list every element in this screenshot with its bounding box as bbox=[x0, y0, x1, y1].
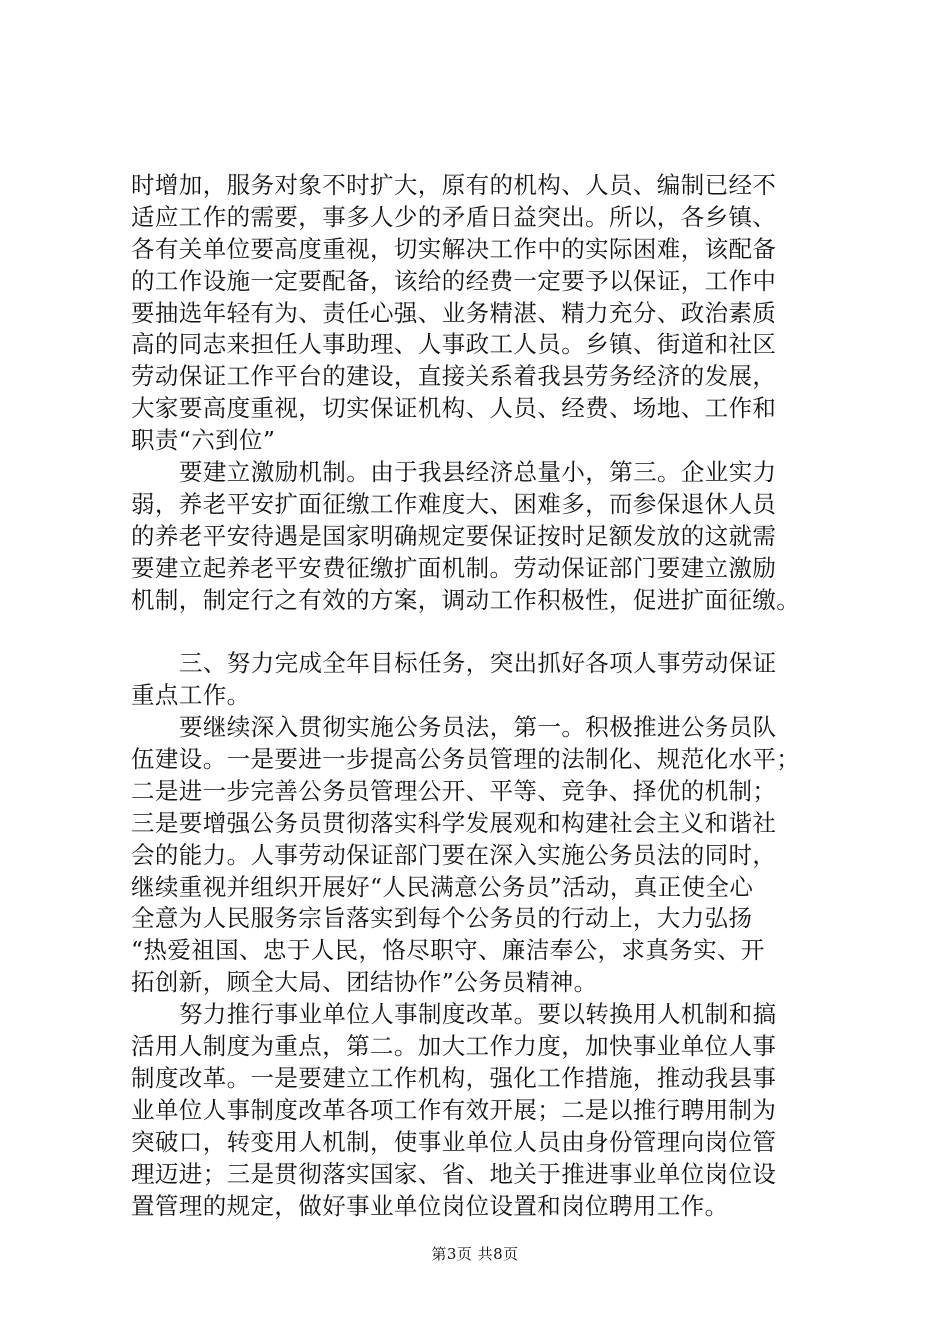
text-line: 二是进一步完善公务员管理公开、平等、竞争、择优的机制； bbox=[131, 776, 777, 805]
text-line: 理迈进；三是贯彻落实国家、省、地关于推进事业单位岗位设 bbox=[131, 1159, 777, 1188]
text-line: 要建立起养老平安费征缴扩面机制。劳动保证部门要建立激励 bbox=[131, 553, 777, 582]
text-line: 活用人制度为重点，第二。加大工作力度，加快事业单位人事 bbox=[131, 1032, 777, 1061]
text-line: 业单位人事制度改革各项工作有效开展；二是以推行聘用制为 bbox=[131, 1095, 777, 1124]
text-line: 三是要增强公务员贯彻落实科学发展观和构建社会主义和谐社 bbox=[131, 808, 777, 837]
text-line: 劳动保证工作平台的建设，直接关系着我县劳务经济的发展， bbox=[131, 362, 777, 391]
text-line: 突破口，转变用人机制，使事业单位人员由身份管理向岗位管 bbox=[131, 1127, 777, 1156]
text-line: 时增加，服务对象不时扩大，原有的机构、人员、编制已经不 bbox=[131, 171, 777, 199]
blank-line bbox=[131, 616, 851, 648]
section-heading-continued: 重点工作。 bbox=[131, 681, 251, 710]
paragraph-first-line: 要建立激励机制。由于我县经济总量小，第三。企业实力 bbox=[179, 458, 777, 487]
text-line: 伍建设。一是要进一步提高公务员管理的法制化、规范化水平； bbox=[131, 745, 801, 774]
text-line: 要抽选年轻有为、责任心强、业务精湛、精力充分、政治素质 bbox=[131, 298, 777, 327]
text-line: 大家要高度重视，切实保证机构、人员、经费、场地、工作和 bbox=[131, 394, 777, 423]
text-line: 适应工作的需要，事多人少的矛盾日益突出。所以，各乡镇、 bbox=[131, 202, 777, 231]
body-text bbox=[131, 170, 851, 1222]
text-line: 会的能力。人事劳动保证部门要在深入实施公务员法的同时， bbox=[131, 840, 777, 869]
page-number-footer: 第3页 共8页 bbox=[431, 1245, 519, 1263]
text-line: 置管理的规定，做好事业单位岗位设置和岗位聘用工作。 bbox=[131, 1191, 729, 1220]
text-line: 继续重视并组织开展好“人民满意公务员”活动，真正使全心 bbox=[131, 872, 754, 901]
text-line: 拓创新，顾全大局、团结协作”公务员精神。 bbox=[131, 968, 598, 997]
text-line: 机制，制定行之有效的方案，调动工作积极性，促进扩面征缴。 bbox=[131, 585, 801, 614]
text-line: “热爱祖国、忠于人民，恪尽职守、廉洁奉公，求真务实、开 bbox=[131, 936, 765, 965]
section-heading: 三、努力完成全年目标任务，突出抓好各项人事劳动保证 bbox=[179, 649, 777, 678]
text-line: 弱，养老平安扩面征缴工作难度大、困难多，而参保退休人员 bbox=[131, 489, 777, 518]
text-line: 的工作设施一定要配备，该给的经费一定要予以保证，工作中 bbox=[131, 266, 777, 295]
text-line: 制度改革。一是要建立工作机构，强化工作措施，推动我县事 bbox=[131, 1063, 777, 1092]
text-line: 高的同志来担任人事助理、人事政工人员。乡镇、街道和社区 bbox=[131, 330, 777, 359]
text-line: 职责“六到位” bbox=[131, 426, 276, 455]
text-line: 的养老平安待遇是国家明确规定要保证按时足额发放的这就需 bbox=[131, 521, 777, 550]
paragraph-first-line: 努力推行事业单位人事制度改革。要以转换用人机制和搞 bbox=[179, 1000, 777, 1029]
paragraph-first-line: 要继续深入贯彻实施公务员法，第一。积极推进公务员队 bbox=[179, 713, 777, 742]
text-line: 全意为人民服务宗旨落实到每个公务员的行动上，大力弘扬 bbox=[131, 904, 753, 933]
text-line: 各有关单位要高度重视，切实解决工作中的实际困难，该配备 bbox=[131, 234, 777, 263]
